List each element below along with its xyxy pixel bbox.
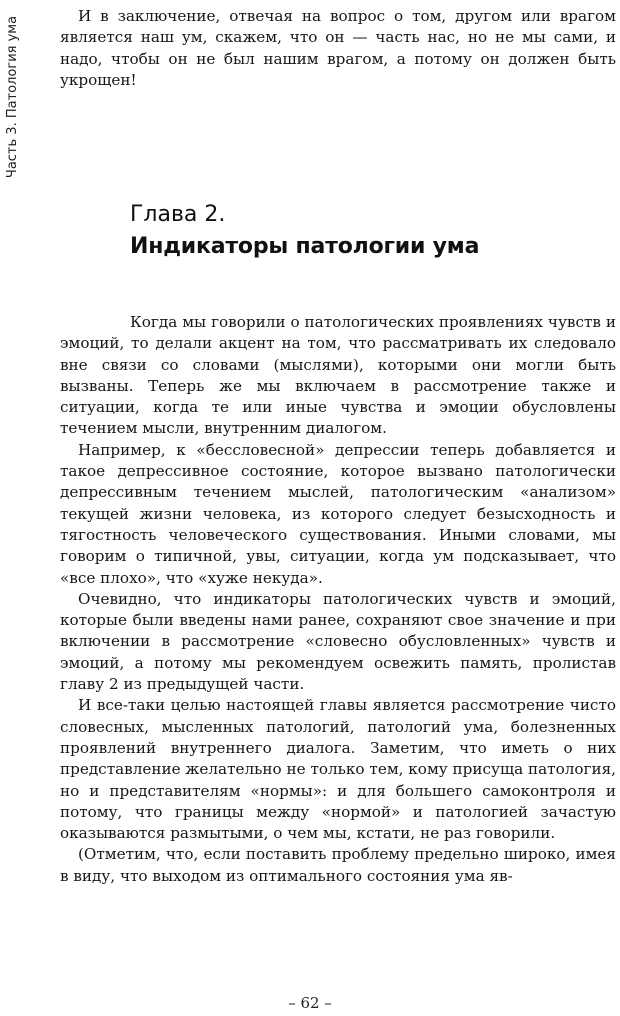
paragraph: Например, к «бессловесной» депрессии теперь добавляется и такое депрессивное состояние, которое вызвано патологически депрессивным течением мыслей, патологическим «анализом» текущей жизни человека, из которого следует безысходность и тягостность человеческого существования. Иными словами, мы говорим о типичной, увы, ситуации, когда ум подсказывает, что «все плохо», что «хуже некуда». <box>60 440 616 587</box>
intro-section <box>60 6 616 91</box>
intro-paragraph: И в заключение, отвечая на вопрос о том, другом или врагом является наш ум, скажем, что он — часть нас, но не мы сами, и надо, чтобы он не был нашим врагом, а потому он должен быть укрощен! <box>60 7 616 89</box>
running-head <box>0 2 22 192</box>
paragraph: И все-таки целью настоящей главы является рассмотрение чисто словесных, мысленных патологий, патологий ума, болезненных проявлений внутреннего диалога. Заметим, что иметь о них представление желательно не только тем, кому присуща патология, но и представителям «нормы»: и для большего самоконтроля и потому, что границы между «нормой» и патологией зачастую оказываются размытыми, о чем мы, кстати, не раз говорили. <box>60 696 616 843</box>
chapter-number: Глава 2. <box>130 202 226 227</box>
paragraph: Когда мы говорили о патологических проявлениях чувств и эмоций, то делали акцент на том, что рассматривать их следовало вне связи со словами (мыслями), которыми они могли быть вызваны. Теперь же мы включаем в рассмотрение также и ситуации, когда те или иные чувства и эмоции обусловлены течением мысли, внутренним диалогом. <box>60 313 616 438</box>
paragraph: (Отметим, что, если поставить проблему предельно широко, имея в виду, что выходом из оптимального состояния ума яв- <box>60 845 616 885</box>
chapter-title: Индикаторы патологии ума <box>130 234 480 259</box>
chapter-heading <box>130 200 590 264</box>
chapter-body <box>60 312 616 887</box>
paragraph: Очевидно, что индикаторы патологических чувств и эмоций, которые были введены нами ранее, сохраняют свое значение и при включении в рассмотрение «словесно обусловленных» чувств и эмоций, а потому мы рекомендуем освежить память, пролистав главу 2 из предыдущей части. <box>60 589 616 694</box>
running-head-text: Часть 3. Патология ума <box>5 15 20 179</box>
page-number: – 62 – <box>288 994 332 1012</box>
